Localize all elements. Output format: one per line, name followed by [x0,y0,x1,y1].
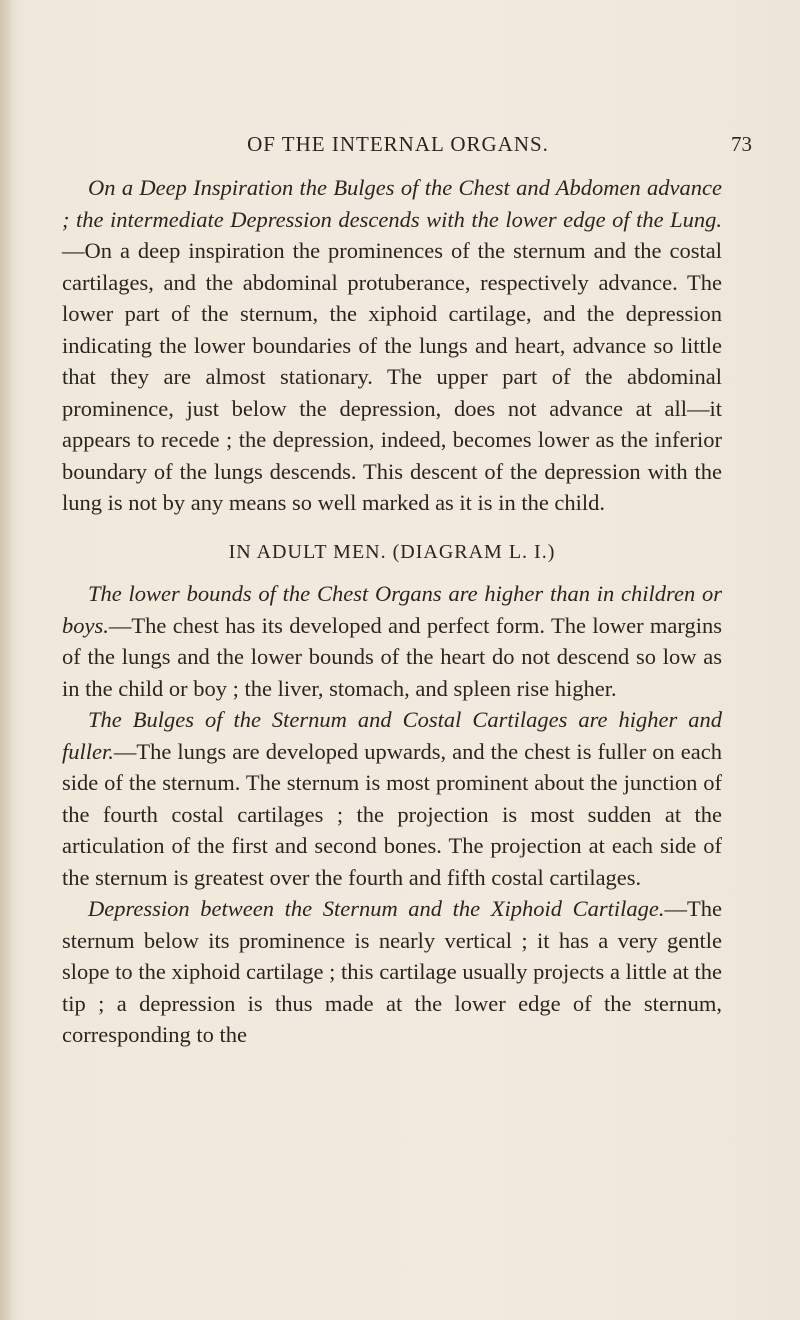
paragraph-body: —The sternum below its prominence is nearly vertical ; it has a very gentle slope to the xiphoid cartilage ; this cartilage usually projects a little at the tip ; a depression is thus made at the lower edge of the sternum, corresponding to the [62,896,722,1047]
paragraph-title: On a Deep Inspiration the Bulges of the Chest and Abdomen advance ; the intermediate Depression descends with the lower edge of the Lung. [62,175,722,232]
paragraph-title: The Bulges of the Sternum and Costal Cartilages are higher and fuller. [62,707,722,764]
paragraph-deep-inspiration [62,172,722,519]
gutter-shadow [0,0,14,1320]
paragraph-title: The lower bounds of the Chest Organs are higher than in children or boys. [62,581,722,638]
body-text [62,172,722,1051]
running-head: OF THE INTERNAL ORGANS. [247,132,549,156]
paragraph-depression [62,893,722,1051]
paragraph-body: —The chest has its developed and perfect form. The lower margins of the lungs and the lower bounds of the heart do not descend so low as in the child or boy ; the liver, stomach, and spleen rise higher. [62,612,722,701]
paragraph-body: —On a deep inspiration the prominences of the sternum and the costal cartilages, and the abdominal protuberance, respectively advance. The lower part of the sternum, the xiphoid cartilage, and the depression indicating the lower boundaries of the lungs and heart, advance so little that they are almost stationary. The upper part of the abdominal prominence, just below the depression, does not advance at all—it appears to recede ; the depression, indeed, becomes lower as the inferior boundary of the lungs descends. This descent of the depression with the lung is not by any means so well marked as it is in the child. [62,238,722,515]
paragraph-lower-bounds [62,578,722,704]
paragraph-bulges [62,704,722,893]
section-heading: IN ADULT MEN. (DIAGRAM L. I.) [228,540,556,563]
paragraph-title: Depression between the Sternum and the Xiphoid Cartilage. [88,896,665,921]
page-number: 73 [731,132,752,156]
paragraph-body: —The lungs are developed upwards, and the chest is fuller on each side of the sternum. The sternum is most prominent about the junction of the fourth costal cartilages ; the projection is most sudden at the articulation of the first and second bones. The projection at each side of the sternum is greatest over the fourth and fifth costal cartilages. [62,738,722,890]
